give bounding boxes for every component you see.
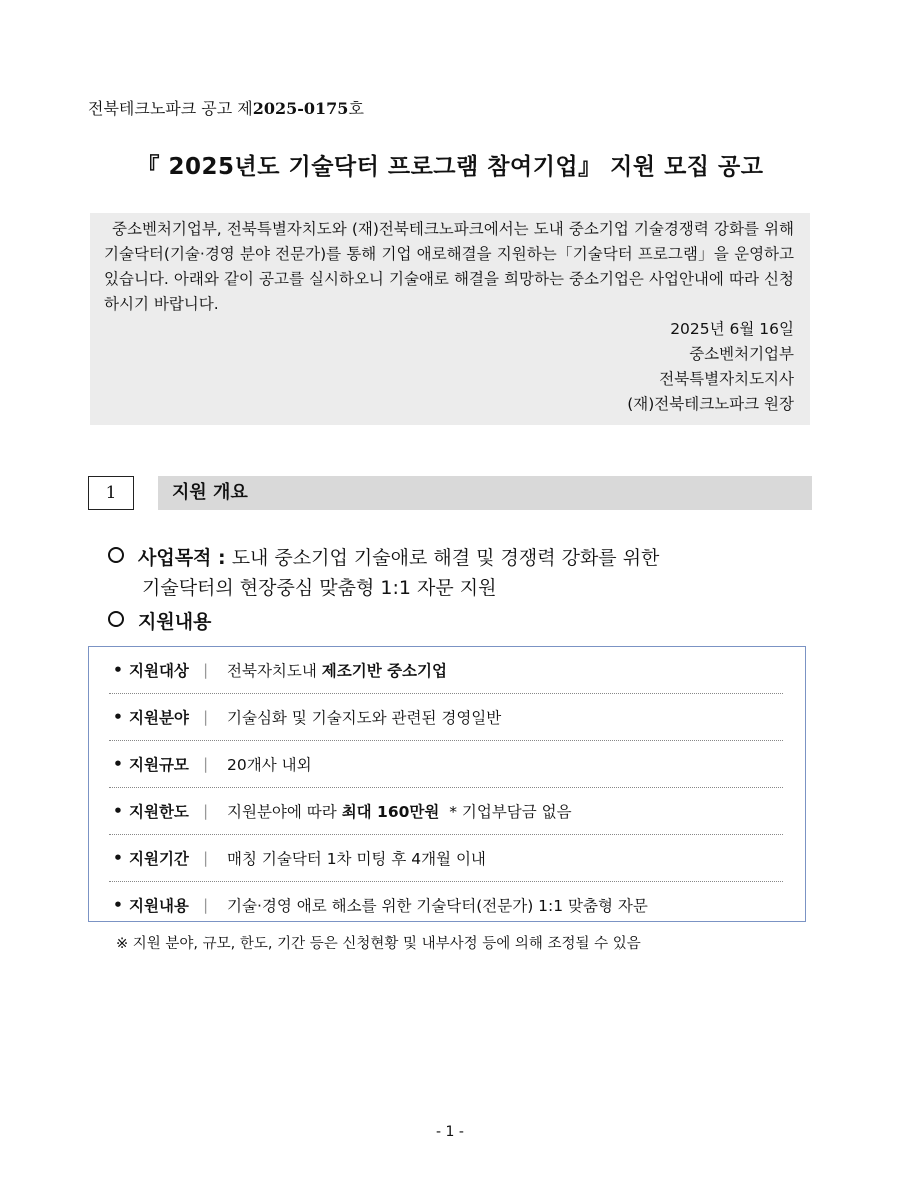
purpose-label: 사업목적 : [138,547,226,569]
row-value: 기술심화 및 기술지도와 관련된 경영일반 [227,709,502,727]
signer-ministry: 중소벤처기업부 [689,345,794,363]
row-value-text: 지원분야에 따라 [227,803,337,821]
table-row [109,788,783,835]
footnote: ※ 지원 분야, 규모, 한도, 기간 등은 신청현황 및 내부사정 등에 의해 조정될 수 있음 [116,936,641,952]
row-separator: | [203,849,209,867]
row-value-bold: 최대 160만원 [341,803,440,821]
row-value-bold: 제조기반 중소기업 [321,662,447,680]
row-label: 지원한도 [129,803,189,821]
support-table [88,646,806,922]
section-number: 1 [88,476,134,510]
table-row [109,694,783,741]
table-row [109,882,783,928]
row-label: 지원내용 [129,897,189,915]
row-value-text: 전북자치도내 [227,662,317,680]
notice-number [88,96,364,119]
row-separator: | [203,661,209,679]
table-row [109,647,783,694]
row-label: 지원대상 [129,662,189,680]
purpose-text-line1: 도내 중소기업 기술애로 해결 및 경쟁력 강화를 위한 [231,547,660,569]
row-separator: | [203,708,209,726]
table-row [109,741,783,788]
row-value [227,659,447,681]
table-row [109,835,783,882]
intro-date: 2025년 6월 16일 [670,320,794,338]
purpose-text-line2a: 기술닥터의 현장중심 맞춤형 [142,577,375,599]
row-label: 지원분야 [129,709,189,727]
row-label: 지원기간 [129,850,189,868]
content-heading: 지원내용 [138,611,212,633]
content-heading-item [108,607,211,637]
row-bullet-icon: • [113,849,123,867]
row-value [227,800,572,822]
purpose-text-line2b: 1:1 [380,577,411,599]
row-bullet-icon: • [113,896,123,914]
purpose-text-line2c: 자문 지원 [417,577,497,599]
page-number: - 1 - [436,1124,464,1140]
intro-box [90,213,810,425]
page-title: 『 2025년도 기술닥터 프로그램 참여기업』 지원 모집 공고 [136,154,764,180]
row-value: 20개사 내외 [227,756,312,774]
notice-number-value: 2025-0175 [252,99,349,118]
row-label: 지원규모 [129,756,189,774]
row-separator: | [203,802,209,820]
row-bullet-icon: • [113,755,123,773]
row-bullet-icon: • [113,708,123,726]
row-separator: | [203,896,209,914]
row-bullet-icon: • [113,802,123,820]
circle-bullet-icon [108,611,124,627]
section-header [88,476,812,512]
row-separator: | [203,755,209,773]
row-value: 매칭 기술닥터 1차 미팅 후 4개월 이내 [227,850,486,868]
intro-text: 중소벤처기업부, 전북특별자치도와 (재)전북테크노파크에서는 도내 중소기업 기술경쟁력 강화를 위해 기술닥터(기술·경영 분야 전문가)를 통해 기업 애로해결을 지원하는「기술닥터 프로그램」을 운영하고 있습니다. 아래와 같이 공고를 실시하오니 기술애로 해결을 희망하는 중소기업은 사업안내에 따라 신청하시기 바랍니다. [104,220,794,313]
notice-suffix: 호 [348,99,364,118]
purpose-item [108,543,818,603]
signer-governor: 전북특별자치도지사 [659,370,794,388]
notice-prefix: 전북테크노파크 공고 제 [88,99,253,118]
section-title: 지원 개요 [158,476,812,510]
signer-technopark: (재)전북테크노파크 원장 [627,395,794,413]
row-bullet-icon: • [113,661,123,679]
row-value-note: * 기업부담금 없음 [449,803,572,821]
row-value: 기술·경영 애로 해소를 위한 기술닥터(전문가) 1:1 맞춤형 자문 [227,897,648,915]
circle-bullet-icon [108,547,124,563]
